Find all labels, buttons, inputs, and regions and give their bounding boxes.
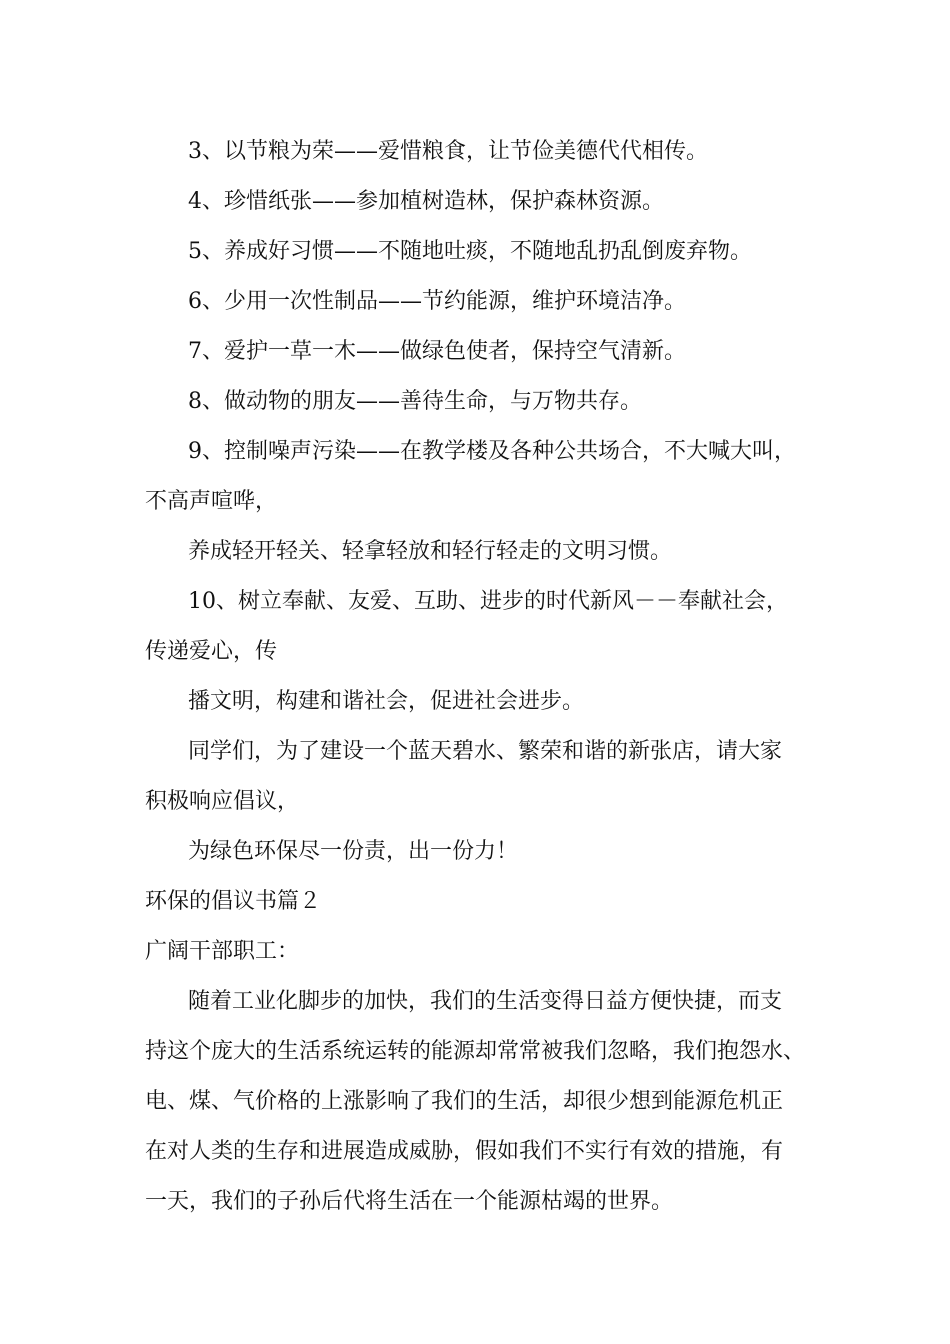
pledge-item-10: 10、树立奉献、友爱、互助、进步的时代新风－－奉献社会，: [188, 589, 788, 614]
pledge-item-10-continued: 传递爱心，传: [145, 639, 278, 664]
body-paragraph-line-3: 电、煤、气价格的上涨影响了我们的生活，却很少想到能源危机正: [145, 1089, 784, 1114]
closing-appeal-continued: 积极响应倡议，: [145, 789, 300, 814]
closing-appeal: 同学们，为了建设一个蓝天碧水、繁荣和谐的新张店，请大家: [188, 739, 783, 764]
section-title: 环保的倡议书篇２: [145, 889, 322, 914]
pledge-item-10-paragraph: 播文明，构建和谐社会，促进社会进步。: [188, 689, 585, 714]
salutation: 广阔干部职工：: [145, 939, 300, 964]
pledge-item-3: 3、以节粮为荣——爱惜粮食，让节俭美德代代相传。: [188, 139, 708, 164]
closing-appeal-final: 为绿色环保尽一份责，出一份力！: [188, 839, 519, 864]
pledge-item-9-continued: 不高声喧哗，: [145, 489, 278, 514]
pledge-item-5: 5、养成好习惯——不随地吐痰，不随地乱扔乱倒废弃物。: [188, 239, 752, 264]
body-paragraph-line-1: 随着工业化脚步的加快，我们的生活变得日益方便快捷，而支: [188, 989, 783, 1014]
pledge-item-7: 7、爱护一草一木——做绿色使者，保持空气清新。: [188, 339, 686, 364]
pledge-item-8: 8、做动物的朋友——善待生命，与万物共存。: [188, 389, 642, 414]
body-paragraph-line-2: 持这个庞大的生活系统运转的能源却常常被我们忽略，我们抱怨水、: [145, 1039, 806, 1064]
pledge-item-9-paragraph: 养成轻开轻关、轻拿轻放和轻行轻走的文明习惯。: [188, 539, 673, 564]
pledge-item-9: 9、控制噪声污染——在教学楼及各种公共场合，不大喊大叫，: [188, 439, 796, 464]
pledge-item-6: 6、少用一次性制品——节约能源，维护环境洁净。: [188, 289, 686, 314]
body-paragraph-line-5: 一天，我们的子孙后代将生活在一个能源枯竭的世界。: [145, 1189, 674, 1214]
body-paragraph-line-4: 在对人类的生存和进展造成威胁，假如我们不实行有效的措施，有: [145, 1139, 784, 1164]
pledge-item-4: 4、珍惜纸张——参加植树造林，保护森林资源。: [188, 189, 664, 214]
